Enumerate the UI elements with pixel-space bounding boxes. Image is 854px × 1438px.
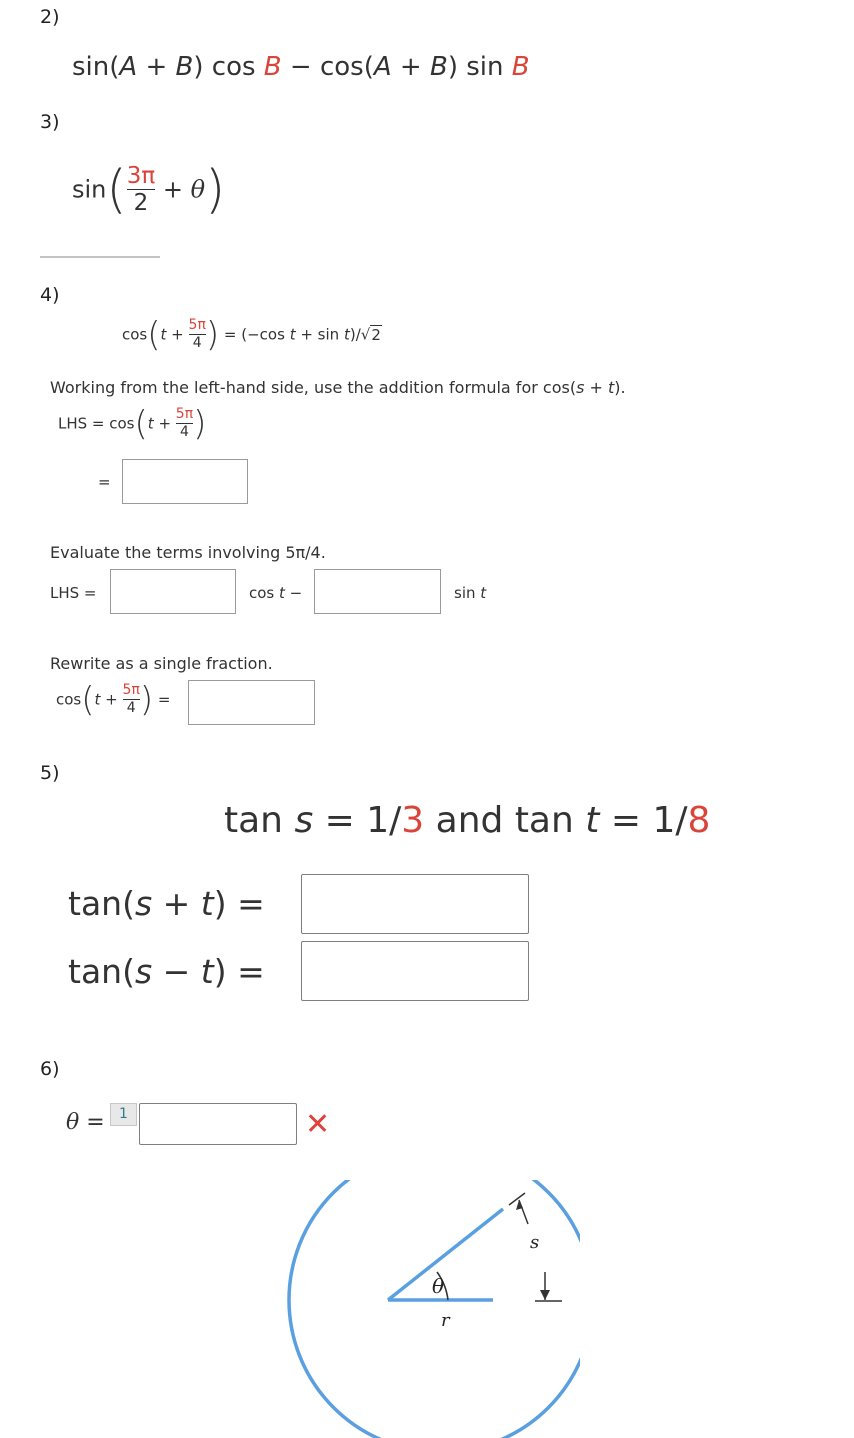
incorrect-x-icon: ✕ xyxy=(305,1107,331,1142)
question-5-number: 5) xyxy=(40,762,60,784)
single-fraction-input[interactable] xyxy=(188,680,315,725)
question-4-identity: cos(t + $\frac{5\pi}{4}$ ) = (−cos t + sin t)/√2 xyxy=(122,314,381,355)
divider xyxy=(40,256,160,258)
addition-formula-input[interactable] xyxy=(122,459,248,504)
instruction-single-fraction: Rewrite as a single fraction. xyxy=(50,654,273,673)
cos-t-label: cos t − xyxy=(249,584,303,602)
circle-outline xyxy=(289,1180,580,1438)
given-values: tan s = 1/3 and tan t = 1/8 xyxy=(224,800,711,841)
arc-length-label: s xyxy=(530,1232,540,1253)
radius-label: r xyxy=(441,1310,450,1331)
cos-coefficient-input[interactable] xyxy=(110,569,236,614)
question-2-expression: sin(A + B) cos B − cos(A + B) sin B xyxy=(72,52,530,82)
tan-difference-input[interactable] xyxy=(301,941,529,1001)
circle-sector-figure xyxy=(260,1180,580,1438)
theta-input[interactable] xyxy=(139,1103,297,1145)
tan-sum-input[interactable] xyxy=(301,874,529,934)
equals-sign: = xyxy=(98,473,111,491)
question-3-expression: sin( $\frac{3\pi}{2}$ + θ) xyxy=(72,159,226,220)
arc-tick-top xyxy=(509,1193,525,1205)
instruction-evaluate-terms: Evaluate the terms involving 5π/4. xyxy=(50,543,326,562)
arrowhead-bottom xyxy=(540,1290,550,1300)
sin-t-label: sin t xyxy=(454,584,487,602)
tan-difference-label: tan(s − t) = xyxy=(68,952,265,991)
question-4-number: 4) xyxy=(40,284,60,306)
instruction-addition-formula: Working from the left-hand side, use the addition formula for cos(s + t). xyxy=(50,378,626,397)
theta-figure-label: θ xyxy=(432,1274,445,1298)
question-2-number: 2) xyxy=(40,6,60,28)
tan-sum-label: tan(s + t) = xyxy=(68,884,265,923)
question-3-number: 3) xyxy=(40,111,60,133)
hint-badge[interactable]: 1 xyxy=(110,1103,137,1126)
lhs-expression: LHS = cos(t + $\frac{5\pi}{4}$ ) xyxy=(58,403,207,444)
lhs2-label: LHS = xyxy=(50,584,97,602)
sin-coefficient-input[interactable] xyxy=(314,569,441,614)
final-expression: cos(t + $\frac{5\pi}{4}$ ) = xyxy=(56,679,171,720)
theta-equals-label: θ = xyxy=(66,1110,105,1135)
question-6-number: 6) xyxy=(40,1058,60,1080)
